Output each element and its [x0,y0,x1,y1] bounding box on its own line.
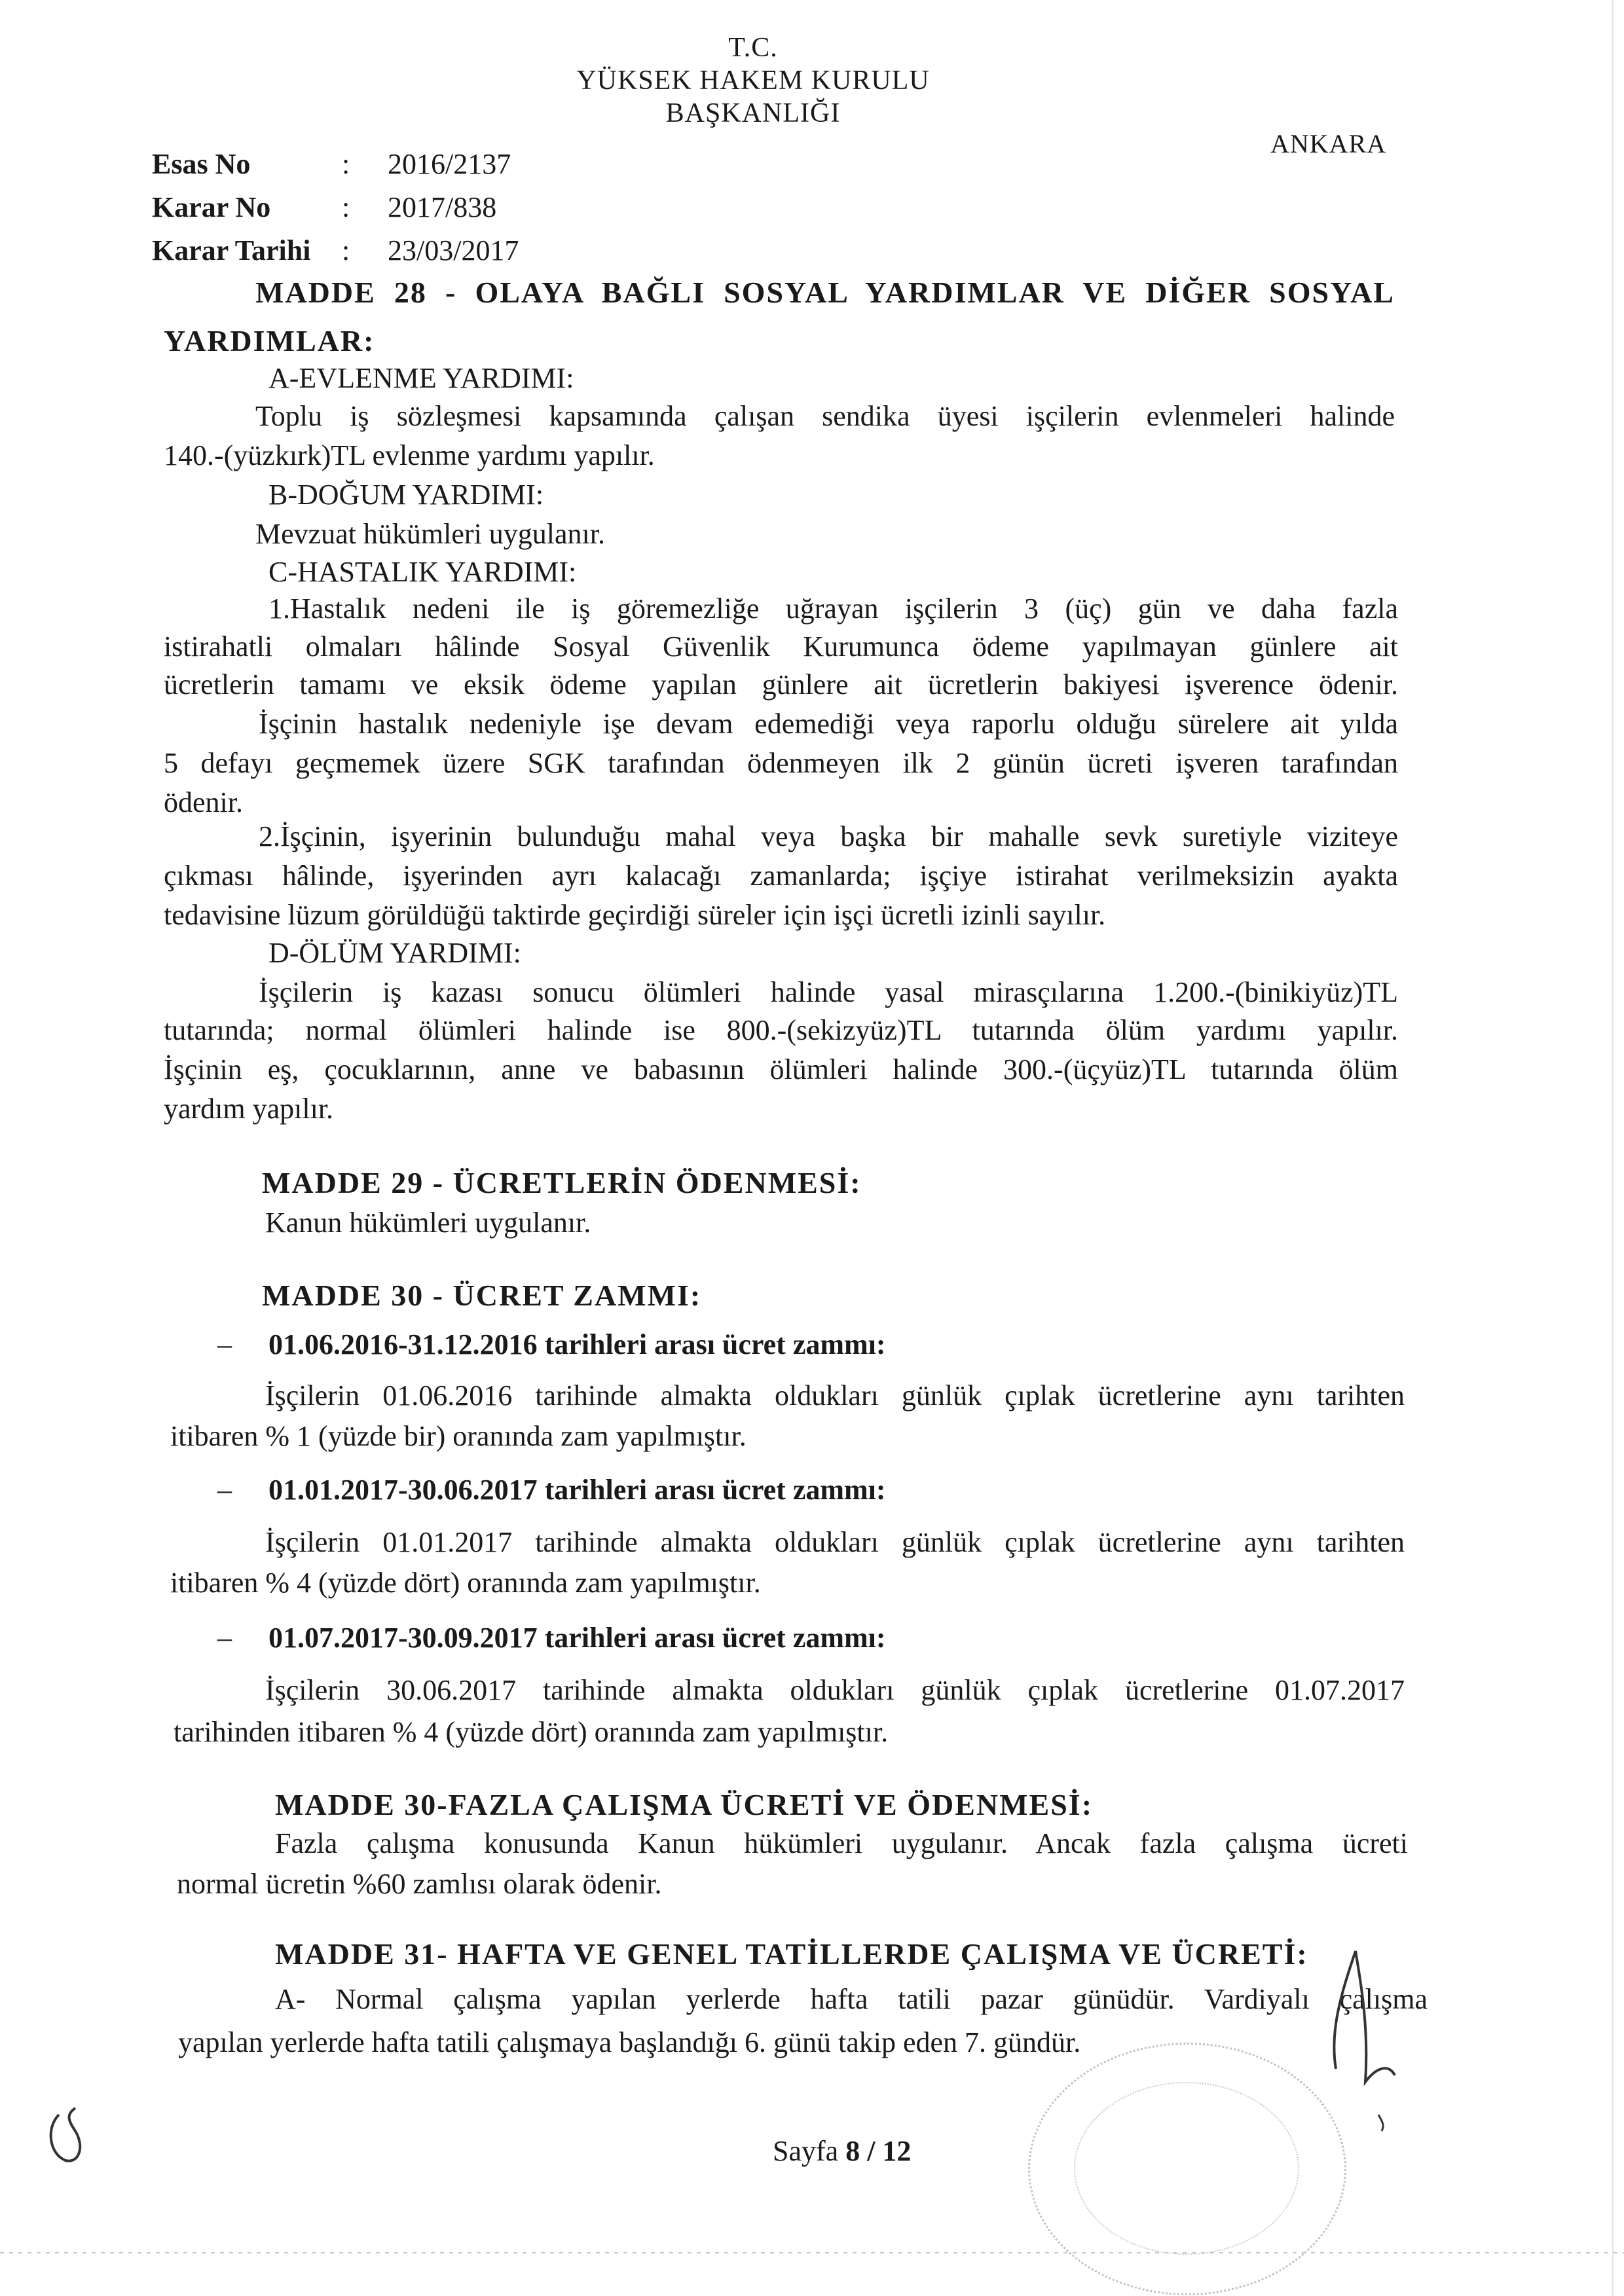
section-c-line-3: ücretlerin tamamı ve eksik ödeme yapılan günlere ait ücretlerin bakiyesi işverence ödenir. [164,668,1398,701]
meta-value: 23/03/2017 [388,234,519,266]
header-presidency: BAŞKANLIĞI [665,98,841,128]
article-30-title: MADDE 30 - ÜCRET ZAMMI: [262,1279,702,1312]
meta-separator: : [342,234,350,266]
section-d-line-4: yardım yapılır. [164,1093,334,1125]
period-1-line-1: İşçilerin 01.06.2016 tarihinde almakta oldukları günlük çıplak ücretlerine aynı tarihten [265,1379,1405,1412]
page-label: Sayfa [773,2135,839,2167]
section-c-title: C-HASTALIK YARDIMI: [268,556,577,588]
section-c-line-2: istirahatli olmaları hâlinde Sosyal Güvenlik Kurumunca ödeme yapılmayan günlere ait [164,630,1398,663]
meta-row-karar [152,186,519,229]
meta-label: Karar Tarihi [152,234,311,266]
scan-right-edge [1612,0,1614,2296]
meta-value: 2017/838 [388,191,497,223]
period-2-title: 01.01.2017-30.06.2017 tarihleri arası ücret zammı: [268,1474,886,1506]
page-footer [773,2134,911,2168]
period-1-title: 01.06.2016-31.12.2016 tarihleri arası ücret zammı: [268,1328,886,1360]
article-31-line-2: yapılan yerlerde hafta tatili çalışmaya başlandığı 6. günü takip eden 7. gündür. [178,2026,1081,2058]
section-a-title: A-EVLENME YARDIMI: [268,362,574,394]
period-1-line-2: itibaren % 1 (yüzde bir) oranında zam yapılmıştır. [170,1420,747,1452]
period-2-line-1: İşçilerin 01.01.2017 tarihinde almakta oldukları günlük çıplak ücretlerine aynı tarihten [265,1526,1405,1558]
bullet-dash: – [217,1328,232,1360]
section-b-line-1: Mevzuat hükümleri uygulanır. [255,518,605,550]
section-d-line-2: tutarında; normal ölümleri halinde ise 800.-(sekizyüz)TL tutarında ölüm yardımı yapılır. [164,1014,1398,1046]
article-29-line-1: Kanun hükümleri uygulanır. [265,1207,591,1239]
initial-mark [39,2102,98,2174]
page-number: 8 / 12 [845,2135,912,2167]
meta-separator: : [342,191,350,223]
section-d-title: D-ÖLÜM YARDIMI: [268,937,521,969]
official-stamp-inner [1074,2082,1299,2255]
meta-label: Esas No [152,148,251,180]
section-c-line-7: 2.İşçinin, işyerinin bulunduğu mahal veya başka bir mahalle sevk suretiyle viziteye [259,820,1398,852]
article-31-title: MADDE 31- HAFTA VE GENEL TATİLLERDE ÇALIŞMA VE ÜCRETİ: [275,1937,1308,1971]
article-30b-title: MADDE 30-FAZLA ÇALIŞMA ÜCRETİ VE ÖDENMESİ: [275,1788,1094,1821]
header-institution: YÜKSEK HAKEM KURULU [576,65,930,96]
meta-value: 2016/2137 [388,148,511,180]
section-a-line-2: 140.-(yüzkırk)TL evlenme yardımı yapılır. [164,439,655,471]
meta-label: Karar No [152,191,271,223]
header-city: ANKARA [1270,129,1387,158]
bullet-dash: – [217,1622,232,1654]
section-c-line-6: ödenir. [164,786,243,818]
period-3-line-1: İşçilerin 30.06.2017 tarihinde almakta oldukları günlük çıplak ücretlerine 01.07.2017 [265,1674,1405,1706]
signature-mark [1316,1938,1414,2134]
section-c-line-8: çıkması hâlinde, işyerinden ayrı kalacağı zamanlarda; işçiye istirahat verilmeksizin ayakta [164,860,1398,892]
meta-row-tarih [152,229,519,272]
section-b-title: B-DOĞUM YARDIMI: [268,479,544,511]
article-30b-line-1: Fazla çalışma konusunda Kanun hükümleri uygulanır. Ancak fazla çalışma ücreti [275,1827,1408,1859]
period-2-line-2: itibaren % 4 (yüzde dört) oranında zam yapılmıştır. [170,1567,761,1599]
bullet-dash: – [217,1474,232,1506]
article-28-title-cont: YARDIMLAR: [164,324,375,357]
header-tc: T.C. [728,33,778,63]
period-3-title: 01.07.2017-30.09.2017 tarihleri arası ücret zammı: [268,1622,886,1654]
section-a-line-1: Toplu iş sözleşmesi kapsamında çalışan sendika üyesi işçilerin evlenmeleri halinde [255,400,1395,432]
section-d-line-1: İşçilerin iş kazası sonucu ölümleri halinde yasal mirasçılarına 1.200.-(binikiyüz)TL [259,976,1398,1008]
article-29-title: MADDE 29 - ÜCRETLERİN ÖDENMESİ: [262,1166,862,1199]
meta-row-esas [152,143,519,186]
article-31-line-1: A- Normal çalışma yapılan yerlerde hafta tatili pazar günüdür. Vardiyalı çalışma [275,1983,1428,2015]
section-c-line-5: 5 defayı geçmemek üzere SGK tarafından ödenmeyen ilk 2 günün ücreti işveren tarafından [164,747,1398,779]
scan-edge-line [0,2252,1624,2253]
section-c-line-4: İşçinin hastalık nedeniyle işe devam edemediği veya raporlu olduğu sürelere ait yılda [259,708,1398,740]
section-c-line-9: tedavisine lüzum görüldüğü taktirde geçirdiği süreler için işçi ücretli izinli sayılır. [164,899,1106,931]
section-d-line-3: İşçinin eş, çocuklarının, anne ve babasının ölümleri halinde 300.-(üçyüz)TL tutarında ölüm [164,1053,1398,1085]
case-metadata [152,143,519,272]
article-28-title: MADDE 28 - OLAYA BAĞLI SOSYAL YARDIMLAR VE DİĞER SOSYAL [255,276,1395,309]
article-30b-line-2: normal ücretin %60 zamlısı olarak ödenir. [177,1868,662,1900]
meta-separator: : [342,148,350,180]
section-c-line-1: 1.Hastalık nedeni ile iş göremezliğe uğrayan işçilerin 3 (üç) gün ve daha fazla [268,592,1398,625]
period-3-line-2: tarihinden itibaren % 4 (yüzde dört) oranında zam yapılmıştır. [174,1716,889,1748]
